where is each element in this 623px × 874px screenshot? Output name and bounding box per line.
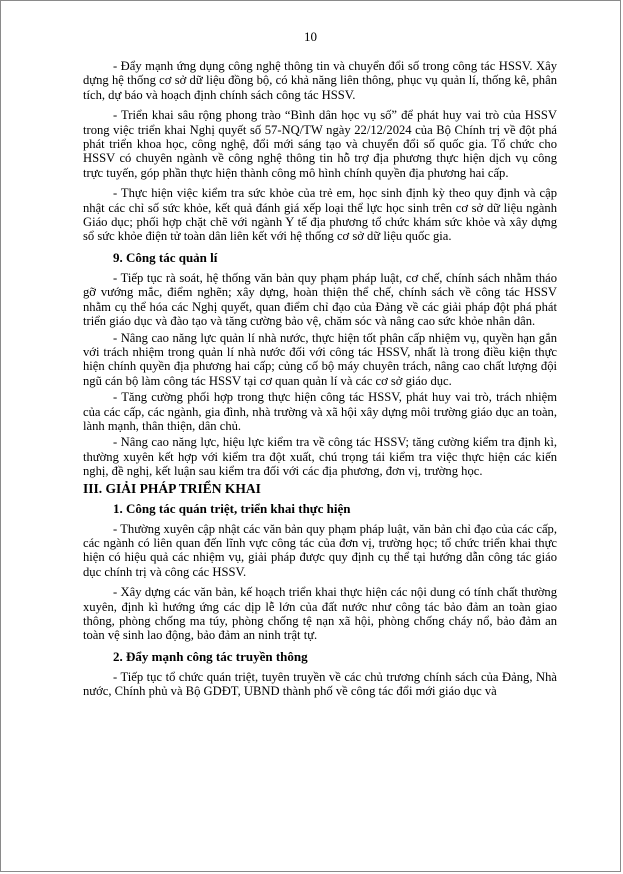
paragraph-update-documents: - Thường xuyên cập nhật các văn bản quy phạm pháp luật, văn bản chỉ đạo của các cấp, các ngành có liên quan đến lĩnh vực công tác của đơn vị, trường học; tổ chức triển khai thực hiện có hiệu quả các nhiệm vụ, giải pháp được quy định cụ thể tại hướng dẫn công tác giáo dục chính trị và công các HSSV.	[83, 521, 557, 579]
section-heading-communication: 2. Đẩy mạnh công tác truyền thông	[113, 648, 308, 664]
section-heading-management: 9. Công tác quản lí	[113, 249, 218, 265]
paragraph-digital-transformation: - Đẩy mạnh ứng dụng công nghệ thông tin và chuyển đổi số trong công tác HSSV. Xây dựng hệ thống cơ sở dữ liệu đồng bộ, có khả năng liên thông, phục vụ quản lí, thống kê, phân tích, dự báo và hoạch định chính sách công tác HSSV.	[83, 59, 557, 102]
paragraph-state-management: - Nâng cao năng lực quản lí nhà nước, thực hiện tốt phân cấp nhiệm vụ, quyền hạn gắn với trách nhiệm trong quản lí nhà nước đối với công tác HSSV, nhất là trong điều kiện thực hiện chính quyền địa phương hai cấp; củng cố bộ máy chuyên trách, nâng cao chất lượng đội ngũ cán bộ làm công tác HSSV tại cơ quan quản lí và các cơ sở giáo dục.	[83, 330, 557, 388]
paragraph-coordination: - Tăng cường phối hợp trong thực hiện công tác HSSV, phát huy vai trò, trách nhiệm của các cấp, các ngành, gia đình, nhà trường và xã hội xây dựng môi trường giáo dục an toàn, lành mạnh, thân thiện, dân chủ.	[83, 390, 557, 433]
paragraph-digital-literacy-movement: - Triển khai sâu rộng phong trào “Bình dân học vụ số” để phát huy vai trò của HSSV trong việc triển khai Nghị quyết số 57-NQ/TW ngày 22/12/2024 của Bộ Chính trị về đột phá phát triển khoa học, công nghệ, đổi mới sáng tạo và chuyển đổi số quốc gia. Tổ chức cho HSSV có chuyên ngành về công nghệ thông tin hỗ trợ địa phương thực hiện dịch vụ công trực tuyến, góp phần thực hiện thành công mô hình chính quyền địa phương hai cấp.	[83, 108, 557, 180]
document-body	[83, 59, 557, 705]
paragraph-propaganda: - Tiếp tục tổ chức quán triệt, tuyên truyền về các chủ trương chính sách của Đảng, Nhà nước, Chính phủ và Bộ GDĐT, UBND thành phố về công tác đổi mới giáo dục và	[83, 669, 557, 699]
chapter-heading-solutions: III. GIẢI PHÁP TRIỂN KHAI	[83, 480, 261, 496]
paragraph-build-plans: - Xây dựng các văn bản, kế hoạch triển khai thực hiện các nội dung có tính chất thường xuyên, định kì hướng ứng các dịp lễ lớn của đất nước như công tác bảo đảm an toàn giao thông, phòng chống ma túy, phòng chống tệ nạn xã hội, phòng chống cháy nổ, bảo đảm an toàn vệ sinh lao động, bảo đảm an ninh trật tự.	[83, 585, 557, 643]
paragraph-health-check: - Thực hiện việc kiểm tra sức khỏe của trẻ em, học sinh định kỳ theo quy định và cập nhật các chỉ số sức khỏe, kết quả đánh giá xếp loại thể lực học sinh trên cơ sở dữ liệu ngành Giáo dục; phối hợp chặt chẽ với ngành Y tế địa phương tổ chức khám sức khỏe và xây dựng sổ sức khỏe điện tử toàn dân liên kết với hệ thống cơ sở dữ liệu quốc gia.	[83, 186, 557, 244]
paragraph-legal-review: - Tiếp tục rà soát, hệ thống văn bản quy phạm pháp luật, cơ chế, chính sách nhằm tháo gỡ vướng mắc, điểm nghẽn; xây dựng, hoàn thiện thể chế, chính sách về công tác HSSV nhằm cụ thể hóa các Nghị quyết, quan điểm chỉ đạo của Đảng về các giải pháp đột phá phát triển giáo dục và đào tạo và tăng cường bảo vệ, chăm sóc và nâng cao sức khỏe nhân dân.	[83, 270, 557, 329]
paragraph-inspection: - Nâng cao năng lực, hiệu lực kiểm tra về công tác HSSV; tăng cường kiểm tra định kì, thường xuyên kết hợp với kiểm tra đột xuất, chú trọng tái kiểm tra việc thực hiện các kiến nghị, đề nghị, kết luận sau kiểm tra đối với các địa phương, đơn vị, trường học.	[83, 435, 557, 479]
page-number: 10	[304, 29, 317, 44]
section-heading-implementation: 1. Công tác quán triệt, triển khai thực hiện	[113, 500, 351, 516]
